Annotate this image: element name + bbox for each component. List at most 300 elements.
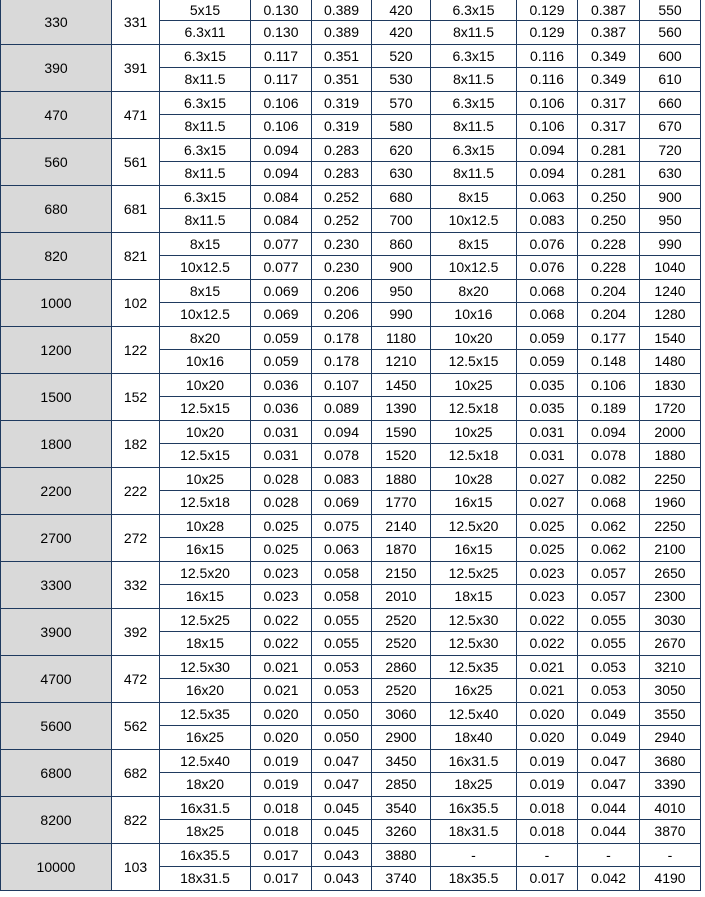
case-size-cell: 16x15 <box>160 585 251 609</box>
case-size-alt-cell: 8x20 <box>431 279 517 303</box>
table-row <box>1 138 701 162</box>
case-size-alt-cell: 8x11.5 <box>431 162 517 186</box>
case-size-alt-cell: 12.5x30 <box>431 632 517 656</box>
case-size-cell: 8x15 <box>160 279 251 303</box>
ripple-current-cell: 2850 <box>372 773 431 797</box>
esr-b-cell: 0.050 <box>312 726 372 750</box>
esr-alt-a-cell: 0.116 <box>517 68 578 92</box>
esr-a-cell: 0.117 <box>251 44 312 68</box>
capacitance-code-cell: 182 <box>112 420 160 467</box>
ripple-current-alt-cell: 720 <box>640 138 701 162</box>
ripple-current-cell: 2900 <box>372 726 431 750</box>
esr-alt-a-cell: 0.019 <box>517 773 578 797</box>
case-size-cell: 6.3x15 <box>160 44 251 68</box>
esr-b-cell: 0.351 <box>312 44 372 68</box>
case-size-alt-cell: 16x15 <box>431 491 517 515</box>
esr-alt-a-cell: 0.031 <box>517 420 578 444</box>
esr-b-cell: 0.045 <box>312 820 372 844</box>
case-size-cell: 8x11.5 <box>160 209 251 233</box>
esr-a-cell: 0.106 <box>251 115 312 139</box>
ripple-current-cell: 2520 <box>372 608 431 632</box>
case-size-cell: 18x31.5 <box>160 867 251 891</box>
ripple-current-alt-cell: 660 <box>640 91 701 115</box>
esr-b-cell: 0.089 <box>312 397 372 421</box>
capacitance-code-cell: 471 <box>112 91 160 138</box>
esr-alt-a-cell: 0.021 <box>517 679 578 703</box>
esr-a-cell: 0.069 <box>251 279 312 303</box>
esr-alt-b-cell: 0.055 <box>578 608 640 632</box>
esr-a-cell: 0.077 <box>251 232 312 256</box>
ripple-current-cell: 1450 <box>372 373 431 397</box>
esr-alt-b-cell: 0.228 <box>578 232 640 256</box>
capacitance-cell: 1500 <box>1 373 112 420</box>
esr-alt-a-cell: 0.106 <box>517 91 578 115</box>
capacitance-cell: 390 <box>1 44 112 91</box>
esr-alt-b-cell: 0.106 <box>578 373 640 397</box>
ripple-current-alt-cell: 1830 <box>640 373 701 397</box>
case-size-cell: 16x20 <box>160 679 251 703</box>
capacitance-code-cell: 122 <box>112 326 160 373</box>
ripple-current-cell: 420 <box>372 0 431 21</box>
esr-alt-a-cell: 0.068 <box>517 279 578 303</box>
capacitance-code-cell: 561 <box>112 138 160 185</box>
esr-alt-b-cell: 0.228 <box>578 256 640 280</box>
ripple-current-cell: 680 <box>372 185 431 209</box>
ripple-current-alt-cell: 1040 <box>640 256 701 280</box>
ripple-current-cell: 3450 <box>372 749 431 773</box>
esr-a-cell: 0.022 <box>251 632 312 656</box>
esr-b-cell: 0.178 <box>312 326 372 350</box>
case-size-alt-cell: 10x20 <box>431 326 517 350</box>
case-size-alt-cell: 10x12.5 <box>431 256 517 280</box>
capacitance-cell: 10000 <box>1 843 112 890</box>
esr-a-cell: 0.023 <box>251 561 312 585</box>
esr-b-cell: 0.283 <box>312 162 372 186</box>
esr-a-cell: 0.084 <box>251 185 312 209</box>
capacitance-cell: 2200 <box>1 467 112 514</box>
capacitance-code-cell: 103 <box>112 843 160 890</box>
ripple-current-alt-cell: 670 <box>640 115 701 139</box>
case-size-alt-cell: 12.5x25 <box>431 561 517 585</box>
ripple-current-cell: 630 <box>372 162 431 186</box>
ripple-current-alt-cell: - <box>640 843 701 867</box>
case-size-alt-cell: 6.3x15 <box>431 91 517 115</box>
case-size-cell: 12.5x18 <box>160 491 251 515</box>
esr-a-cell: 0.031 <box>251 420 312 444</box>
ripple-current-alt-cell: 900 <box>640 185 701 209</box>
esr-alt-a-cell: 0.020 <box>517 702 578 726</box>
esr-alt-b-cell: 0.349 <box>578 68 640 92</box>
esr-alt-b-cell: 0.053 <box>578 655 640 679</box>
ripple-current-alt-cell: 950 <box>640 209 701 233</box>
esr-b-cell: 0.083 <box>312 467 372 491</box>
ripple-current-alt-cell: 2940 <box>640 726 701 750</box>
case-size-cell: 10x16 <box>160 350 251 374</box>
table-body <box>1 0 701 890</box>
ripple-current-alt-cell: 1960 <box>640 491 701 515</box>
capacitance-code-cell: 562 <box>112 702 160 749</box>
table-row <box>1 467 701 491</box>
esr-a-cell: 0.106 <box>251 91 312 115</box>
case-size-alt-cell: 6.3x15 <box>431 0 517 21</box>
esr-alt-b-cell: - <box>578 843 640 867</box>
capacitance-code-cell: 272 <box>112 514 160 561</box>
esr-alt-b-cell: 0.044 <box>578 796 640 820</box>
esr-b-cell: 0.053 <box>312 655 372 679</box>
esr-alt-b-cell: 0.387 <box>578 0 640 21</box>
capacitance-code-cell: 392 <box>112 608 160 655</box>
ripple-current-alt-cell: 2250 <box>640 467 701 491</box>
ripple-current-alt-cell: 3680 <box>640 749 701 773</box>
ripple-current-cell: 570 <box>372 91 431 115</box>
case-size-cell: 8x11.5 <box>160 115 251 139</box>
case-size-cell: 8x15 <box>160 232 251 256</box>
esr-a-cell: 0.023 <box>251 585 312 609</box>
esr-b-cell: 0.319 <box>312 91 372 115</box>
esr-alt-a-cell: 0.129 <box>517 0 578 21</box>
esr-alt-b-cell: 0.281 <box>578 138 640 162</box>
case-size-cell: 10x12.5 <box>160 256 251 280</box>
esr-a-cell: 0.025 <box>251 514 312 538</box>
esr-alt-a-cell: 0.022 <box>517 608 578 632</box>
esr-a-cell: 0.020 <box>251 726 312 750</box>
esr-a-cell: 0.028 <box>251 467 312 491</box>
esr-alt-a-cell: 0.094 <box>517 162 578 186</box>
case-size-cell: 6.3x15 <box>160 91 251 115</box>
ripple-current-alt-cell: 3030 <box>640 608 701 632</box>
case-size-cell: 12.5x35 <box>160 702 251 726</box>
ripple-current-cell: 1390 <box>372 397 431 421</box>
capacitance-code-cell: 682 <box>112 749 160 796</box>
capacitance-cell: 1800 <box>1 420 112 467</box>
esr-alt-a-cell: 0.020 <box>517 726 578 750</box>
case-size-cell: 10x25 <box>160 467 251 491</box>
case-size-alt-cell: 6.3x15 <box>431 44 517 68</box>
case-size-alt-cell: 16x15 <box>431 538 517 562</box>
ripple-current-alt-cell: 4190 <box>640 867 701 891</box>
esr-b-cell: 0.047 <box>312 749 372 773</box>
esr-b-cell: 0.094 <box>312 420 372 444</box>
esr-alt-a-cell: 0.094 <box>517 138 578 162</box>
case-size-alt-cell: 12.5x18 <box>431 397 517 421</box>
esr-a-cell: 0.020 <box>251 702 312 726</box>
case-size-alt-cell: 8x11.5 <box>431 115 517 139</box>
capacitance-cell: 3300 <box>1 561 112 608</box>
case-size-alt-cell: 16x35.5 <box>431 796 517 820</box>
esr-b-cell: 0.252 <box>312 209 372 233</box>
table-row <box>1 185 701 209</box>
esr-alt-b-cell: 0.057 <box>578 561 640 585</box>
ripple-current-cell: 1210 <box>372 350 431 374</box>
case-size-alt-cell: 10x28 <box>431 467 517 491</box>
esr-b-cell: 0.230 <box>312 232 372 256</box>
esr-a-cell: 0.019 <box>251 773 312 797</box>
ripple-current-alt-cell: 3870 <box>640 820 701 844</box>
esr-alt-a-cell: 0.076 <box>517 232 578 256</box>
esr-alt-b-cell: 0.044 <box>578 820 640 844</box>
ripple-current-alt-cell: 4010 <box>640 796 701 820</box>
esr-a-cell: 0.018 <box>251 820 312 844</box>
esr-alt-a-cell: 0.106 <box>517 115 578 139</box>
table-row <box>1 0 701 21</box>
esr-alt-a-cell: 0.019 <box>517 749 578 773</box>
capacitance-code-cell: 681 <box>112 185 160 232</box>
esr-b-cell: 0.043 <box>312 867 372 891</box>
esr-alt-b-cell: 0.047 <box>578 773 640 797</box>
ripple-current-cell: 1770 <box>372 491 431 515</box>
esr-a-cell: 0.017 <box>251 867 312 891</box>
case-size-alt-cell: 12.5x35 <box>431 655 517 679</box>
esr-alt-b-cell: 0.078 <box>578 444 640 468</box>
table-row <box>1 91 701 115</box>
ripple-current-cell: 950 <box>372 279 431 303</box>
case-size-cell: 10x12.5 <box>160 303 251 327</box>
esr-alt-a-cell: 0.017 <box>517 867 578 891</box>
case-size-alt-cell: 18x31.5 <box>431 820 517 844</box>
case-size-alt-cell: 12.5x40 <box>431 702 517 726</box>
ripple-current-alt-cell: 1540 <box>640 326 701 350</box>
capacitance-cell: 330 <box>1 0 112 44</box>
capacitance-code-cell: 331 <box>112 0 160 44</box>
case-size-cell: 18x15 <box>160 632 251 656</box>
esr-b-cell: 0.050 <box>312 702 372 726</box>
esr-a-cell: 0.019 <box>251 749 312 773</box>
table-row <box>1 326 701 350</box>
case-size-cell: 18x20 <box>160 773 251 797</box>
ripple-current-cell: 1520 <box>372 444 431 468</box>
esr-b-cell: 0.389 <box>312 21 372 45</box>
table-row <box>1 279 701 303</box>
esr-b-cell: 0.043 <box>312 843 372 867</box>
esr-alt-b-cell: 0.062 <box>578 514 640 538</box>
ripple-current-alt-cell: 2100 <box>640 538 701 562</box>
esr-alt-a-cell: 0.035 <box>517 397 578 421</box>
case-size-cell: 12.5x15 <box>160 397 251 421</box>
esr-a-cell: 0.036 <box>251 373 312 397</box>
ripple-current-alt-cell: 1240 <box>640 279 701 303</box>
capacitance-cell: 1200 <box>1 326 112 373</box>
table-row <box>1 44 701 68</box>
table-row <box>1 655 701 679</box>
esr-a-cell: 0.130 <box>251 0 312 21</box>
esr-b-cell: 0.319 <box>312 115 372 139</box>
case-size-cell: 16x35.5 <box>160 843 251 867</box>
esr-b-cell: 0.178 <box>312 350 372 374</box>
esr-b-cell: 0.075 <box>312 514 372 538</box>
esr-alt-a-cell: 0.025 <box>517 538 578 562</box>
table-row <box>1 561 701 585</box>
case-size-cell: 16x25 <box>160 726 251 750</box>
esr-b-cell: 0.047 <box>312 773 372 797</box>
ripple-current-alt-cell: 1480 <box>640 350 701 374</box>
ripple-current-alt-cell: 610 <box>640 68 701 92</box>
esr-a-cell: 0.021 <box>251 655 312 679</box>
esr-alt-a-cell: 0.129 <box>517 21 578 45</box>
case-size-cell: 12.5x40 <box>160 749 251 773</box>
table-row <box>1 373 701 397</box>
esr-b-cell: 0.058 <box>312 585 372 609</box>
case-size-cell: 10x20 <box>160 420 251 444</box>
esr-alt-b-cell: 0.082 <box>578 467 640 491</box>
case-size-alt-cell: 8x11.5 <box>431 21 517 45</box>
esr-alt-a-cell: 0.076 <box>517 256 578 280</box>
table-row <box>1 514 701 538</box>
case-size-alt-cell: 8x15 <box>431 232 517 256</box>
esr-alt-b-cell: 0.204 <box>578 303 640 327</box>
case-size-cell: 8x20 <box>160 326 251 350</box>
ripple-current-alt-cell: 1280 <box>640 303 701 327</box>
capacitance-cell: 5600 <box>1 702 112 749</box>
case-size-alt-cell: - <box>431 843 517 867</box>
ripple-current-alt-cell: 600 <box>640 44 701 68</box>
table-row <box>1 749 701 773</box>
esr-alt-b-cell: 0.094 <box>578 420 640 444</box>
esr-b-cell: 0.230 <box>312 256 372 280</box>
case-size-alt-cell: 18x35.5 <box>431 867 517 891</box>
ripple-current-cell: 1870 <box>372 538 431 562</box>
esr-alt-a-cell: 0.018 <box>517 796 578 820</box>
table-row <box>1 796 701 820</box>
ripple-current-alt-cell: 2650 <box>640 561 701 585</box>
esr-alt-b-cell: 0.068 <box>578 491 640 515</box>
esr-b-cell: 0.206 <box>312 303 372 327</box>
ripple-current-cell: 420 <box>372 21 431 45</box>
esr-alt-a-cell: 0.059 <box>517 350 578 374</box>
case-size-alt-cell: 8x15 <box>431 185 517 209</box>
case-size-cell: 12.5x30 <box>160 655 251 679</box>
esr-a-cell: 0.018 <box>251 796 312 820</box>
ripple-current-alt-cell: 2250 <box>640 514 701 538</box>
esr-b-cell: 0.045 <box>312 796 372 820</box>
ripple-current-cell: 3540 <box>372 796 431 820</box>
ripple-current-cell: 3260 <box>372 820 431 844</box>
ripple-current-cell: 3060 <box>372 702 431 726</box>
capacitance-cell: 820 <box>1 232 112 279</box>
table-row <box>1 232 701 256</box>
esr-alt-a-cell: 0.035 <box>517 373 578 397</box>
esr-alt-b-cell: 0.317 <box>578 115 640 139</box>
capacitance-code-cell: 821 <box>112 232 160 279</box>
case-size-cell: 6.3x15 <box>160 138 251 162</box>
case-size-cell: 16x31.5 <box>160 796 251 820</box>
capacitance-cell: 2700 <box>1 514 112 561</box>
esr-a-cell: 0.077 <box>251 256 312 280</box>
case-size-cell: 12.5x25 <box>160 608 251 632</box>
ripple-current-cell: 530 <box>372 68 431 92</box>
capacitance-code-cell: 152 <box>112 373 160 420</box>
ripple-current-alt-cell: 2670 <box>640 632 701 656</box>
ripple-current-alt-cell: 560 <box>640 21 701 45</box>
ripple-current-cell: 2520 <box>372 632 431 656</box>
case-size-alt-cell: 16x31.5 <box>431 749 517 773</box>
capacitance-code-cell: 391 <box>112 44 160 91</box>
esr-b-cell: 0.078 <box>312 444 372 468</box>
case-size-cell: 18x25 <box>160 820 251 844</box>
case-size-cell: 10x28 <box>160 514 251 538</box>
table-row <box>1 702 701 726</box>
esr-alt-b-cell: 0.053 <box>578 679 640 703</box>
esr-alt-b-cell: 0.049 <box>578 702 640 726</box>
ripple-current-cell: 520 <box>372 44 431 68</box>
esr-alt-a-cell: 0.083 <box>517 209 578 233</box>
case-size-cell: 8x11.5 <box>160 162 251 186</box>
case-size-alt-cell: 8x11.5 <box>431 68 517 92</box>
esr-a-cell: 0.021 <box>251 679 312 703</box>
ripple-current-cell: 2150 <box>372 561 431 585</box>
case-size-cell: 6.3x11 <box>160 21 251 45</box>
esr-alt-a-cell: 0.025 <box>517 514 578 538</box>
esr-a-cell: 0.017 <box>251 843 312 867</box>
ripple-current-cell: 3740 <box>372 867 431 891</box>
esr-b-cell: 0.055 <box>312 632 372 656</box>
case-size-alt-cell: 10x25 <box>431 420 517 444</box>
esr-b-cell: 0.058 <box>312 561 372 585</box>
capacitance-cell: 4700 <box>1 655 112 702</box>
ripple-current-cell: 990 <box>372 303 431 327</box>
esr-alt-a-cell: - <box>517 843 578 867</box>
ripple-current-cell: 2010 <box>372 585 431 609</box>
ripple-current-cell: 2520 <box>372 679 431 703</box>
esr-b-cell: 0.389 <box>312 0 372 21</box>
case-size-cell: 8x11.5 <box>160 68 251 92</box>
case-size-alt-cell: 12.5x18 <box>431 444 517 468</box>
esr-alt-a-cell: 0.027 <box>517 491 578 515</box>
ripple-current-alt-cell: 2300 <box>640 585 701 609</box>
esr-a-cell: 0.059 <box>251 350 312 374</box>
case-size-alt-cell: 10x25 <box>431 373 517 397</box>
esr-alt-a-cell: 0.022 <box>517 632 578 656</box>
ripple-current-alt-cell: 1720 <box>640 397 701 421</box>
esr-alt-b-cell: 0.204 <box>578 279 640 303</box>
ripple-current-cell: 580 <box>372 115 431 139</box>
ripple-current-cell: 620 <box>372 138 431 162</box>
esr-b-cell: 0.107 <box>312 373 372 397</box>
capacitance-code-cell: 102 <box>112 279 160 326</box>
ripple-current-alt-cell: 1880 <box>640 444 701 468</box>
esr-b-cell: 0.252 <box>312 185 372 209</box>
case-size-cell: 12.5x20 <box>160 561 251 585</box>
esr-b-cell: 0.069 <box>312 491 372 515</box>
ripple-current-alt-cell: 3550 <box>640 702 701 726</box>
capacitance-cell: 3900 <box>1 608 112 655</box>
esr-alt-b-cell: 0.042 <box>578 867 640 891</box>
case-size-cell: 5x15 <box>160 0 251 21</box>
esr-alt-a-cell: 0.068 <box>517 303 578 327</box>
case-size-cell: 6.3x15 <box>160 185 251 209</box>
esr-alt-a-cell: 0.027 <box>517 467 578 491</box>
esr-alt-b-cell: 0.317 <box>578 91 640 115</box>
esr-alt-a-cell: 0.023 <box>517 585 578 609</box>
esr-alt-b-cell: 0.250 <box>578 209 640 233</box>
esr-b-cell: 0.351 <box>312 68 372 92</box>
capacitance-code-cell: 332 <box>112 561 160 608</box>
capacitance-cell: 680 <box>1 185 112 232</box>
ripple-current-cell: 1180 <box>372 326 431 350</box>
esr-a-cell: 0.028 <box>251 491 312 515</box>
esr-a-cell: 0.022 <box>251 608 312 632</box>
capacitance-cell: 8200 <box>1 796 112 843</box>
capacitance-code-cell: 822 <box>112 796 160 843</box>
case-size-alt-cell: 12.5x15 <box>431 350 517 374</box>
esr-alt-a-cell: 0.031 <box>517 444 578 468</box>
ripple-current-alt-cell: 990 <box>640 232 701 256</box>
case-size-alt-cell: 12.5x30 <box>431 608 517 632</box>
case-size-alt-cell: 18x25 <box>431 773 517 797</box>
ripple-current-cell: 860 <box>372 232 431 256</box>
esr-alt-b-cell: 0.148 <box>578 350 640 374</box>
esr-b-cell: 0.063 <box>312 538 372 562</box>
ripple-current-cell: 2140 <box>372 514 431 538</box>
